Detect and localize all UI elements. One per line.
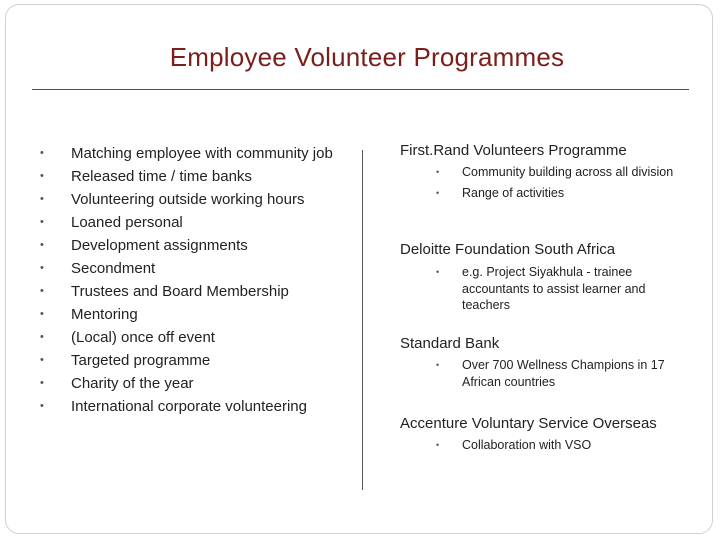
section-heading-standard-bank: Standard Bank [400, 335, 500, 352]
section-heading-deloitte: Deloitte Foundation South Africa [400, 241, 616, 258]
bullet-icon: • [436, 187, 440, 198]
section-heading-firstrand: First.Rand Volunteers Programme [400, 142, 627, 159]
list-item [400, 357, 700, 390]
bullet-icon: • [436, 360, 440, 370]
list-item-text: Development assignments [71, 237, 248, 254]
section-heading-accenture: Accenture Voluntary Service Overseas [400, 415, 657, 432]
bullet-icon: • [40, 147, 44, 159]
bullet-icon: • [436, 440, 440, 450]
list-item-text: Over 700 Wellness Champions in 17 African countries [462, 358, 665, 389]
bullet-icon: • [40, 354, 44, 366]
list-item-text: (Local) once off event [71, 329, 215, 346]
column-divider [362, 150, 363, 490]
bullet-icon: • [40, 193, 44, 205]
firstrand-sublist [400, 164, 700, 201]
deloitte-sublist [400, 264, 700, 314]
list-item-text: Targeted programme [71, 352, 211, 369]
accenture-sublist [400, 437, 700, 454]
list-item-text: Collaboration with VSO [462, 438, 592, 452]
list-item [400, 264, 700, 314]
list-item [400, 437, 700, 454]
list-item-text: Charity of the year [71, 375, 194, 392]
bullet-icon: • [40, 400, 44, 412]
list-item-text: Community building across all division [462, 165, 674, 179]
list-item-text: Released time / time banks [71, 168, 252, 185]
bullet-icon: • [40, 331, 44, 343]
list-item-text: International corporate volunteering [71, 398, 307, 415]
list-item-text: Secondment [71, 260, 156, 277]
bullet-icon: • [40, 170, 44, 182]
title-underline [32, 89, 689, 90]
list-item [400, 164, 700, 181]
bullet-icon: • [40, 216, 44, 228]
standard-bank-sublist [400, 357, 700, 390]
list-item-text: Matching employee with community job [71, 145, 333, 162]
slide-title: Employee Volunteer Programmes [169, 42, 565, 72]
bullet-icon: • [436, 267, 440, 277]
bullet-icon: • [436, 167, 440, 177]
list-item-text: Range of activities [462, 185, 565, 200]
bullet-icon: • [40, 285, 44, 297]
bullet-icon: • [40, 262, 44, 274]
list-item-text: Trustees and Board Membership [71, 283, 289, 300]
bullet-icon: • [40, 377, 44, 389]
bullet-icon: • [40, 239, 44, 251]
list-item-text: e.g. Project Siyakhula - trainee accountants to assist learner and teachers [462, 265, 646, 312]
list-item-text: Volunteering outside working hours [71, 191, 305, 208]
bullet-icon: • [40, 308, 44, 320]
list-item [400, 185, 700, 202]
list-item-text: Loaned personal [71, 214, 183, 231]
list-item-text: Mentoring [71, 306, 138, 323]
